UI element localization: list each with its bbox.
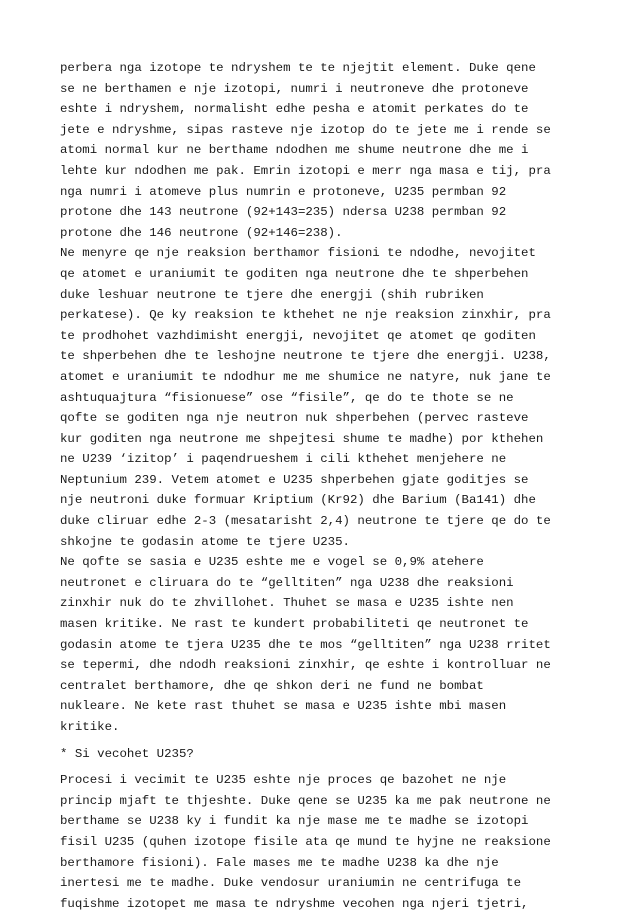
text-line: fuqishme izotopet me masa te ndryshme vecohen nga njeri tjetri,: [60, 896, 529, 911]
paragraph-critical-mass: [60, 552, 600, 737]
text-line: nukleare. Ne kete rast thuhet se masa e U235 ishte mbi masen: [60, 699, 507, 714]
text-line: inertesi me te madhe. Duke vendosur uraniumin ne centrifuga te: [60, 876, 522, 891]
text-line: Ne menyre qe nje reaksion berthamor fisioni te ndodhe, nevojitet: [60, 246, 536, 261]
text-line: Ne qofte se sasia e U235 eshte me e vogel se 0,9% atehere: [60, 555, 484, 570]
text-line: qofte se goditen nga nje neutron nuk shperbehen (pervec rasteve: [60, 411, 529, 426]
text-line: jete e ndryshme, sipas rasteve nje izotop do te jete me i rende se: [60, 122, 551, 137]
text-line: duke cliruar edhe 2-3 (mesatarisht 2,4) neutrone te tjere qe do te: [60, 514, 551, 529]
text-line: perkatese). Qe ky reaksion te kthehet ne nje reaksion zinxhir, pra: [60, 308, 551, 323]
text-line: neutronet e cliruara do te “gelltiten” nga U238 dhe reaksioni: [60, 575, 514, 590]
text-line: godasin atome te tjera U235 dhe te mos “gelltiten” nga U238 rritet: [60, 637, 551, 652]
text-line: atomi normal kur ne berthame ndodhen me shume neutrone dhe me i: [60, 143, 529, 158]
text-line: eshte i ndryshem, normalisht edhe pesha e atomit perkates do te: [60, 102, 529, 117]
text-line: atomet e uraniumit te ndodhur me me shumice ne natyre, nuk jane te: [60, 369, 551, 384]
text-line: nje neutroni duke formuar Kriptium (Kr92) dhe Barium (Ba141) dhe: [60, 493, 536, 508]
text-line: lehte kur ndodhen me pak. Emrin izotopi e merr nga masa e tij, pra: [60, 163, 551, 178]
text-line: perbera nga izotope te ndryshem te te njejtit element. Duke qene: [60, 61, 536, 75]
paragraph-separation: [60, 770, 600, 914]
text-line: kur goditen nga neutrone me shpejtesi shume te madhe) por kthehen: [60, 431, 544, 446]
text-line: se ne berthamen e nje izotopi, numri i neutroneve dhe protoneve: [60, 81, 529, 96]
text-line: qe atomet e uraniumit te goditen nga neutrone dhe te shperbehen: [60, 266, 529, 281]
text-line: Neptunium 239. Vetem atomet e U235 shperbehen gjate goditjes se: [60, 472, 529, 487]
text-line: protone dhe 146 neutrone (92+146=238).: [60, 225, 343, 240]
text-line: ne U239 ‘izitop’ i paqendrueshem i cili kthehet menjehere ne: [60, 452, 507, 467]
paragraph-fission: [60, 243, 600, 552]
text-line: te shperbehen dhe te leshojne neutrone te tjere dhe energji. U238,: [60, 349, 551, 364]
text-line: se tepermi, dhe ndodh reaksioni zinxhir, qe eshte i kontrolluar ne: [60, 658, 551, 673]
paragraph-isotopes: [60, 58, 600, 243]
text-line: ashtuquajtura “fisionuese” ose “fisile”, qe do te thote se ne: [60, 390, 514, 405]
text-line: fisil U235 (quhen izotope fisile ata qe mund te hyjne ne reaksione: [60, 834, 551, 849]
text-line: kritike.: [60, 720, 120, 734]
section-heading: * Si vecohet U235?: [60, 746, 194, 761]
text-line: princip mjaft te thjeshte. Duke qene se U235 ka me pak neutrone ne: [60, 793, 551, 808]
document-page: [60, 58, 600, 914]
text-line: berthamore fisioni). Fale mases me te madhe U238 ka dhe nje: [60, 855, 499, 870]
text-line: berthame se U238 ky i fundit ka nje mase me te madhe se izotopi: [60, 814, 529, 829]
text-line: duke leshuar neutrone te tjere dhe energji (shih rubriken: [60, 287, 484, 302]
text-line: te prodhohet vazhdimisht energji, nevojitet qe atomet qe goditen: [60, 328, 536, 343]
text-line: centralet berthamore, dhe qe shkon deri ne fund ne bombat: [60, 678, 484, 693]
text-line: masen kritike. Ne rast te kundert probabiliteti qe neutronet te: [60, 617, 529, 632]
text-line: zinxhir nuk do te zhvillohet. Thuhet se masa e U235 ishte nen: [60, 596, 514, 611]
text-line: Procesi i vecimit te U235 eshte nje proces qe bazohet ne nje: [60, 773, 507, 788]
text-line: nga numri i atomeve plus numrin e protoneve, U235 permban 92: [60, 184, 507, 199]
text-line: protone dhe 143 neutrone (92+143=235) ndersa U238 permban 92: [60, 205, 507, 220]
text-line: shkojne te godasin atome te tjere U235.: [60, 534, 350, 549]
